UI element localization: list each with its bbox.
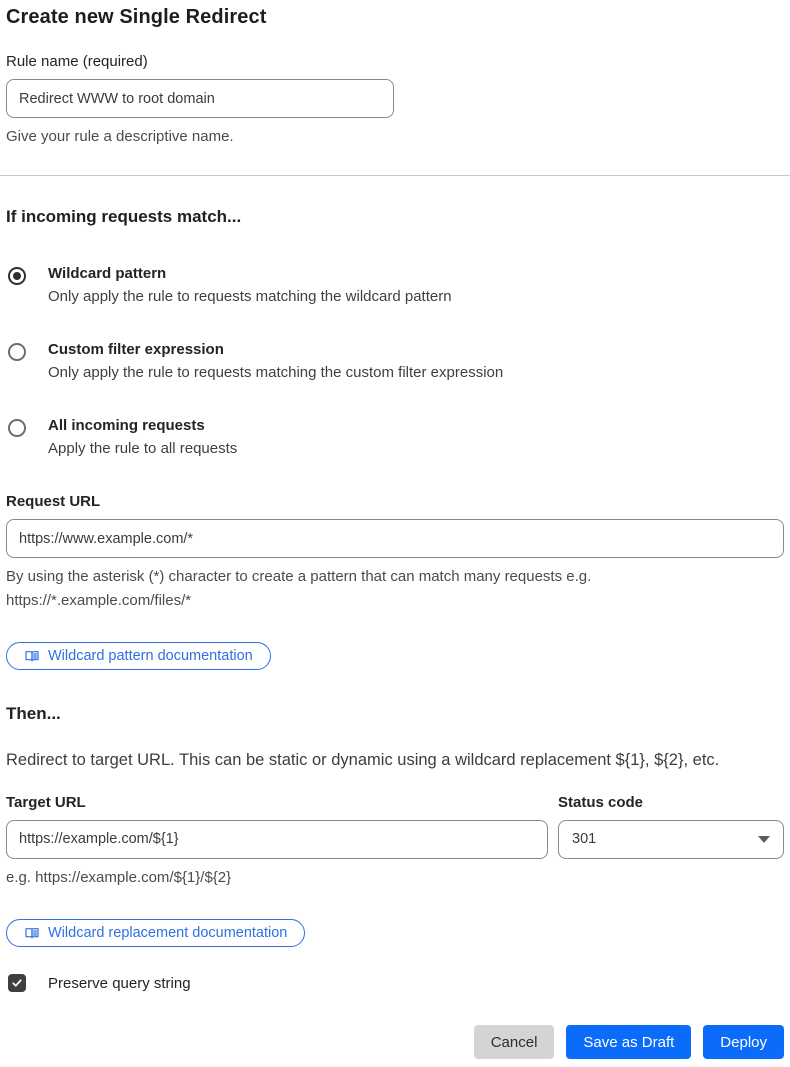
radio-description: Only apply the rule to requests matching the custom filter expression: [48, 364, 504, 382]
status-code-label: Status code: [558, 793, 644, 811]
target-row: [6, 770, 784, 859]
cancel-button[interactable]: Cancel: [474, 1025, 555, 1059]
wildcard-pattern-docs-button[interactable]: [6, 642, 271, 670]
request-url-label: Request URL: [6, 493, 101, 511]
footer-actions: [6, 1025, 784, 1067]
rule-name-label: Rule name (required): [6, 53, 148, 70]
deploy-button[interactable]: Deploy: [703, 1025, 784, 1059]
wildcard-pattern-docs-label: Wildcard pattern documentation: [48, 647, 253, 664]
open-book-icon: [24, 925, 40, 941]
radio-label: All incoming requests: [48, 417, 205, 435]
request-url-helper-line-2: https://*.example.com/files/*: [6, 591, 192, 609]
radio-wildcard-pattern[interactable]: [6, 265, 784, 305]
match-type-radio-group: [6, 265, 784, 457]
radio-unselected-icon[interactable]: [8, 419, 26, 437]
target-url-input[interactable]: [6, 820, 548, 859]
target-url-label: Target URL: [6, 793, 86, 811]
request-url-helper: [6, 565, 784, 612]
radio-custom-filter-expression[interactable]: [6, 341, 784, 381]
request-url-input[interactable]: [6, 519, 784, 558]
radio-selected-icon[interactable]: [8, 267, 26, 285]
page-title: Create new Single Redirect: [6, 6, 267, 28]
then-description: Redirect to target URL. This can be static or dynamic using a wildcard replacement ${1}, ${2}, etc.: [6, 750, 720, 769]
target-url-helper: e.g. https://example.com/${1}/${2}: [6, 868, 232, 886]
radio-label: Custom filter expression: [48, 341, 224, 359]
radio-all-incoming-requests[interactable]: [6, 417, 784, 457]
wildcard-replacement-docs-button[interactable]: [6, 919, 305, 947]
request-url-helper-line-1: By using the asterisk (*) character to create a pattern that can match many requests e.g.: [6, 568, 592, 586]
match-section-heading: If incoming requests match...: [6, 207, 242, 227]
save-as-draft-button[interactable]: Save as Draft: [566, 1025, 691, 1059]
radio-description: Only apply the rule to requests matching the wildcard pattern: [48, 288, 452, 306]
radio-unselected-icon[interactable]: [8, 343, 26, 361]
preserve-query-string-row[interactable]: [6, 974, 784, 992]
rule-name-input[interactable]: [6, 79, 394, 118]
chevron-down-icon: [758, 836, 770, 843]
wildcard-replacement-docs-label: Wildcard replacement documentation: [48, 925, 288, 941]
then-section-heading: Then...: [6, 703, 61, 723]
radio-description: Apply the rule to all requests: [48, 440, 238, 458]
status-code-value: 301: [572, 831, 597, 848]
rule-name-helper: Give your rule a descriptive name.: [6, 128, 234, 145]
open-book-icon: [24, 648, 40, 664]
checkbox-checked-icon[interactable]: [8, 974, 26, 992]
radio-label: Wildcard pattern: [48, 265, 167, 283]
preserve-query-string-label: Preserve query string: [48, 974, 191, 992]
section-divider: [0, 175, 790, 176]
status-code-select[interactable]: [558, 820, 784, 859]
